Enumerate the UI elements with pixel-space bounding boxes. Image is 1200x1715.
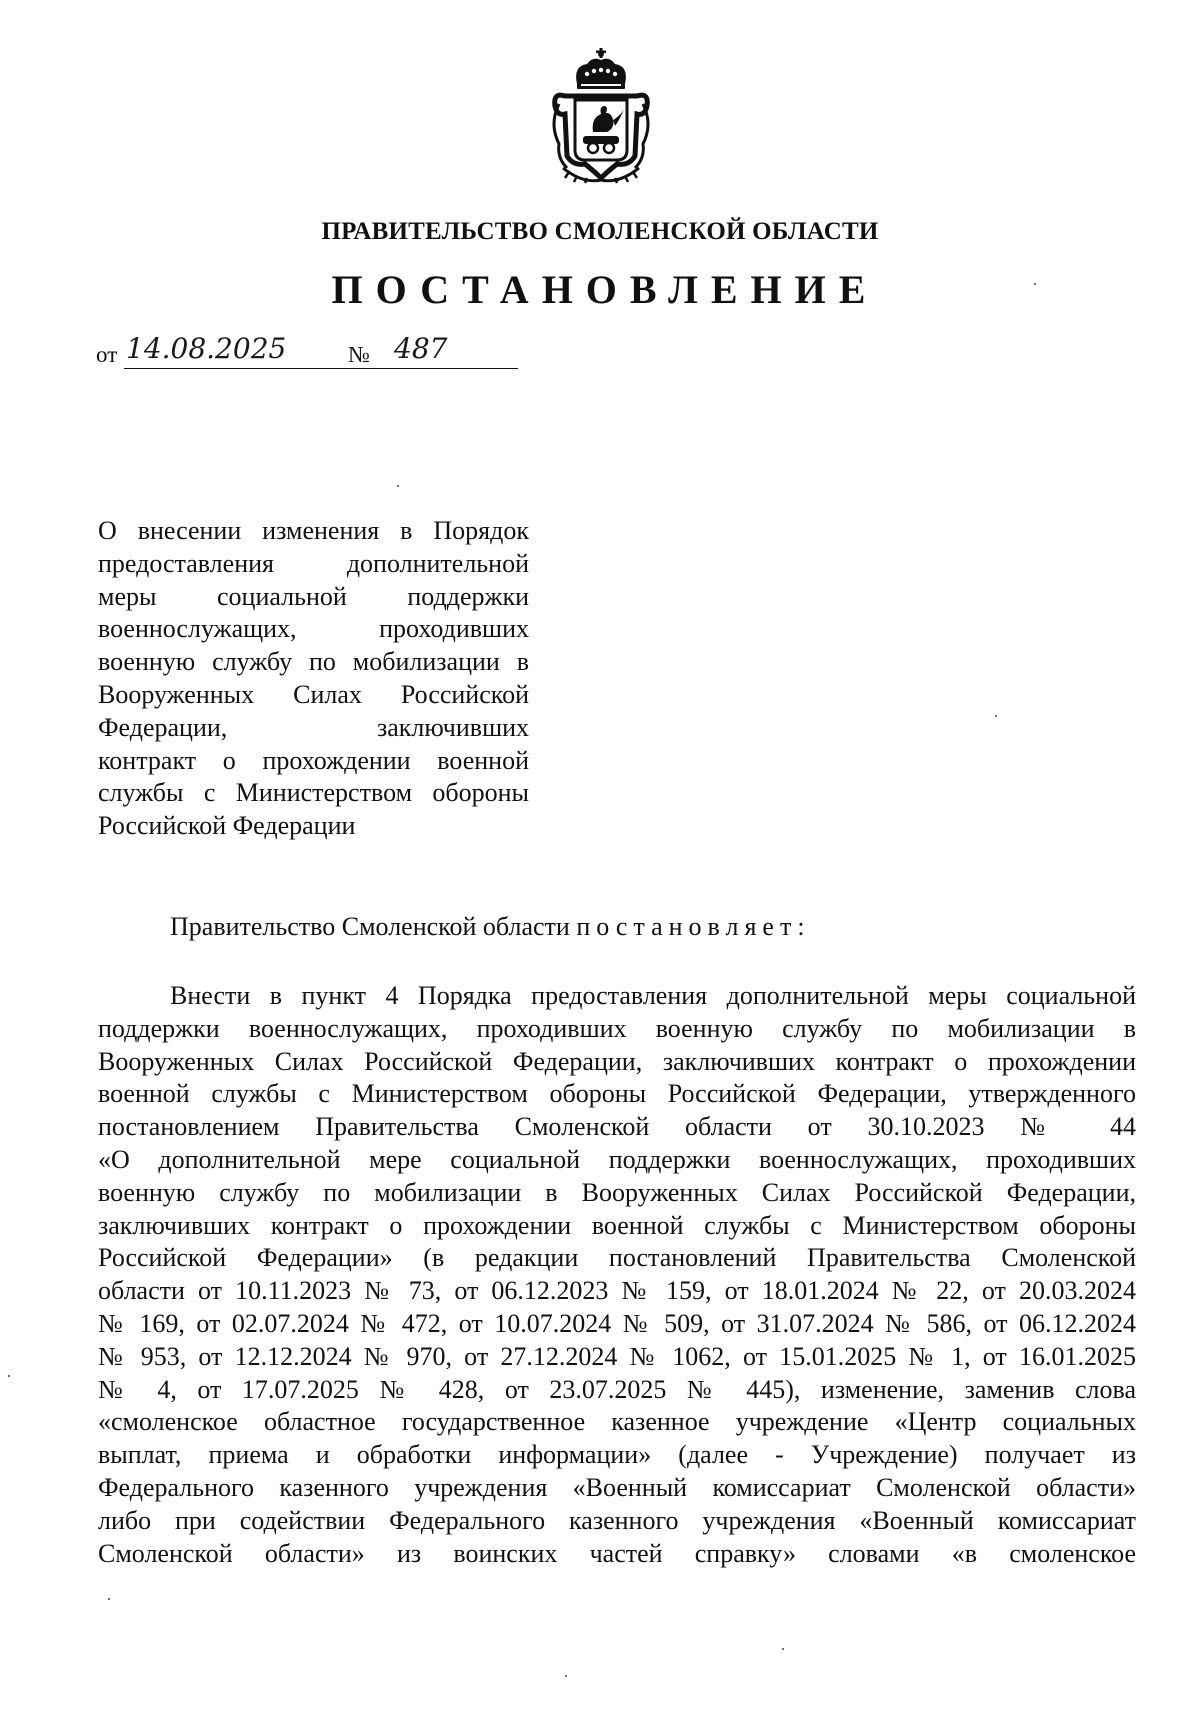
subject-line: Вооруженных Силах Российской [98,679,529,709]
body-line: Федерального казенного учреждения «Военный комиссариат Смоленской области» [98,1472,1136,1502]
body-line: Внести в пункт 4 Порядка предоставления дополнительной меры социальной [170,981,1136,1010]
coat-of-arms-icon [543,44,659,184]
body-line: военной службы с Министерством обороны Российской Федерации, утвержденного [98,1079,1136,1109]
body-line: Смоленской области» из воинских частей справку» словами «в смоленское [98,1538,1136,1568]
handwritten-number: 487 [394,332,448,365]
subject-line: предоставления дополнительной [98,548,529,578]
body-line: Вооруженных Силах Российской Федерации, заключивших контракт о прохождении [98,1046,1136,1076]
scan-speck [108,1598,110,1600]
subject-line: военную службу по мобилизации в [98,647,529,677]
number-underline [382,368,518,369]
crest-graphic [543,44,659,184]
body-line: «смоленское областное государственное казенное учреждение «Центр социальных [98,1407,1136,1437]
body-line: области от 10.11.2023 № 73, от 06.12.2023 № 159, от 18.01.2024 № 22, от 20.03.2024 [98,1276,1136,1306]
subject-line: Федерации, заключивших [98,712,529,742]
body-line: военную службу по мобилизации в Вооруженных Силах Российской Федерации, [98,1177,1136,1207]
date-label: от [96,342,118,367]
body-line: Российской Федерации» (в редакции постановлений Правительства Смоленской [98,1243,1136,1273]
subject-line: контракт о прохождении военной [98,745,529,775]
scan-speck [995,715,997,717]
subject-line: меры социальной поддержки [98,581,529,611]
preamble [170,912,811,942]
body-line: поддержки военнослужащих, проходивших военную службу по мобилизации в [98,1013,1136,1043]
document-type-title: ПОСТАНОВЛЕНИЕ [331,267,879,312]
number-label: № [348,342,370,367]
body-line: «О дополнительной мере социальной поддержки военнослужащих, проходивших [98,1144,1136,1174]
body-line: № 169, от 02.07.2024 № 472, от 10.07.2024 № 509, от 31.07.2024 № 586, от 06.12.2024 [98,1308,1136,1338]
body-line: заключивших контракт о прохождении военной службы с Министерством обороны [98,1210,1136,1240]
scan-speck [8,1375,10,1377]
subject-line: О внесении изменения в Порядок [98,516,529,545]
body-line: либо при содействии Федерального казенного учреждения «Военный комиссариат [98,1505,1136,1535]
scan-speck [1034,283,1036,285]
scan-speck [782,1648,784,1650]
body-line: № 4, от 17.07.2025 № 428, от 23.07.2025 № 445), изменение, заменив слова [98,1374,1136,1404]
scan-speck [565,1675,567,1677]
body-line: постановлением Правительства Смоленской области от 30.10.2023 № 44 [98,1112,1136,1142]
subject-line: военнослужащих, проходивших [98,614,529,644]
preamble-text: Правительство Смоленской области [170,912,570,941]
resolution-body [98,980,1136,1570]
body-line: выплат, приема и обработки информации» (далее - Учреждение) получает из [98,1440,1136,1470]
handwritten-date: 14.08.2025 [126,332,287,365]
government-title: ПРАВИТЕЛЬСТВО СМОЛЕНСКОЙ ОБЛАСТИ [321,218,879,245]
subject-line: Российской Федерации [98,811,356,841]
subject-line: службы с Министерством обороны [98,778,529,808]
body-line: № 953, от 12.12.2024 № 970, от 27.12.2024 № 1062, от 15.01.2025 № 1, от 16.01.2025 [98,1341,1136,1371]
scan-speck [397,485,399,487]
preamble-verb: постановляет: [576,912,811,941]
document-subject [98,515,529,843]
